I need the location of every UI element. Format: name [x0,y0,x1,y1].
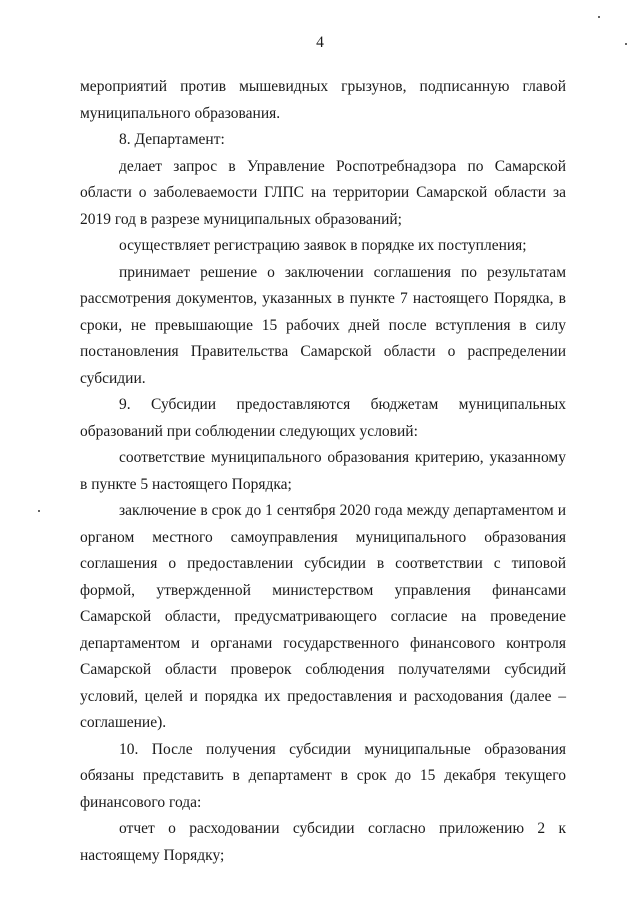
paragraph-9: 10. После получения субсидии муниципальные образования обязаны представить в департамент в срок до 15 декабря текущего финансового года: [80,740,566,811]
paragraph-5: принимает решение о заключении соглашения по результатам рассмотрения документов, указанных в пункте 7 настоящего Порядка, в сроки, не превышающие 15 рабочих дней после вступления в силу постановления Правительства Самарской области о распределении субсидии. [80,263,566,387]
paragraph-7: соответствие муниципального образования критерию, указанному в пункте 5 настоящего Порядка; [80,449,566,493]
scan-speck [598,16,600,18]
paragraph-3: делает запрос в Управление Роспотребнадзора по Самарской области о заболеваемости ГЛПС на территории Самарской области за 2019 год в разрезе муниципальных образований; [80,157,566,228]
paragraph-2: 8. Департамент: [119,131,225,148]
paragraph-6: 9. Субсидии предоставляются бюджетам муниципальных образований при соблюдении следующих условий: [80,396,566,440]
paragraph-10: отчет о расходовании субсидии согласно приложению 2 к настоящему Порядку; [80,820,566,864]
paragraph-1: мероприятий против мышевидных грызунов, подписанную главой муниципального образования. [80,78,566,122]
document-body [80,74,566,869]
paragraph-4: осуществляет регистрацию заявок в порядке их поступления; [119,237,527,254]
scan-speck [625,43,627,45]
page-number: 4 [316,34,324,51]
paragraph-8: заключение в срок до 1 сентября 2020 года между департаментом и органом местного самоуправления муниципального образования соглашения о предоставлении субсидии в соответствии с типовой формой, утвержденной министерством управления финансами Самарской области, предусматривающего согласие на проведение департаментом и органами государственного финансового контроля Самарской области проверок соблюдения получателями субсидий условий, целей и порядка их предоставления и расходования (далее – соглашение). [80,502,566,731]
scan-speck [38,510,40,512]
